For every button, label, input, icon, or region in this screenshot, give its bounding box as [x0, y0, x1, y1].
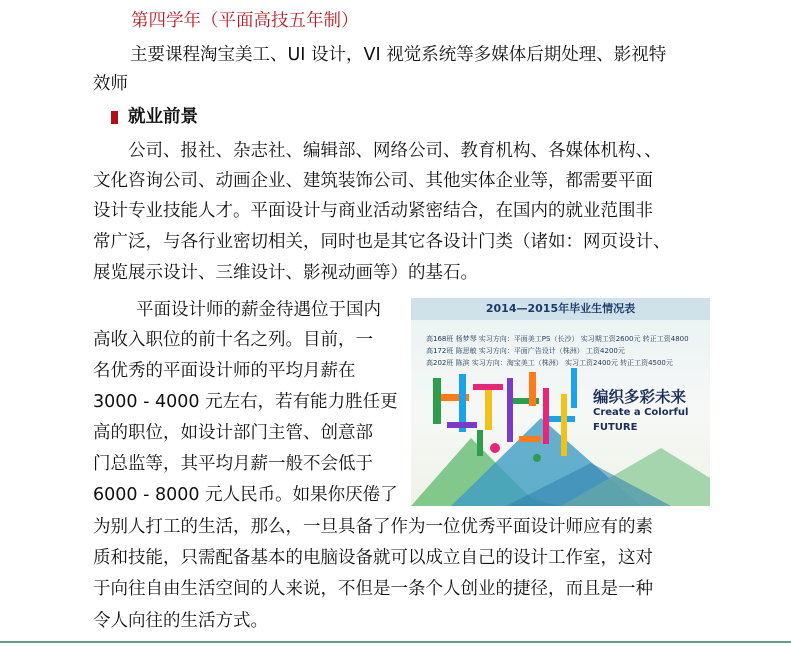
heading-employment-prospects: 就业前景: [128, 107, 198, 127]
banner-stroke: [477, 430, 483, 456]
graduate-banner-image: [411, 298, 710, 506]
paragraph-2-line-7: 6000 - 8000 元人民币。如果你厌倦了: [93, 485, 398, 505]
paragraph-1-line-5: 展览展示设计、三维设计、影视动画等）的基石。: [93, 263, 478, 283]
paragraph-2-line-2: 高收入职位的前十名之列。目前，一: [93, 330, 373, 350]
banner-row-3: 高202班 陈滨 实习方向：淘宝美工（株洲） 实习工资2400元 转正工资4500元: [426, 359, 673, 367]
banner-stroke: [507, 378, 513, 442]
banner-slogan-cn: 编织多彩未来: [593, 388, 687, 406]
banner-stroke: [561, 394, 567, 456]
paragraph-2-line-1: 平面设计师的薪金待遇位于国内: [136, 300, 381, 320]
paragraph-2-line-6: 门总监等，其平均月薪一般不会低于: [93, 454, 373, 474]
banner-dot: [490, 443, 500, 453]
banner-stroke: [543, 388, 549, 444]
banner-stroke: [473, 384, 503, 390]
paragraph-2-line-5: 高的职位，如设计部门主管、创意部: [93, 423, 373, 443]
banner-slogan-en-1: Create a Colorful: [593, 407, 689, 418]
paragraph-2-line-10: 于向往自由生活空间的人来说，不但是一条个人创业的捷径，而且是一种: [93, 579, 653, 599]
paragraph-1-line-4: 常广泛，与各行业密切相关，同时也是其它各设计门类（诸如：网页设计、: [93, 232, 671, 252]
bottom-divider: [0, 641, 791, 643]
banner-stroke: [433, 378, 441, 424]
banner-stroke: [529, 372, 536, 406]
banner-stroke: [519, 436, 541, 442]
banner-dot: [533, 454, 541, 462]
course-text-line-1: 主要课程淘宝美工、UI 设计，VI 视觉系统等多媒体后期处理、影视特: [130, 45, 667, 65]
paragraph-2-line-9: 质和技能，只需配备基本的电脑设备就可以成立自己的设计工作室，这对: [93, 548, 653, 568]
paragraph-2-line-4: 3000 - 4000 元左右，若有能力胜任更: [93, 392, 398, 412]
paragraph-1-line-1: 公司、报社、杂志社、编辑部、网络公司、教育机构、各媒体机构、、: [128, 141, 662, 161]
section-title: 第四学年（平面高技五年制）: [131, 11, 359, 31]
banner-title: 2014—2015年毕业生情况表: [485, 302, 636, 315]
heading-bullet-marker: [111, 111, 118, 124]
paragraph-2-line-11: 令人向往的生活方式。: [93, 611, 268, 631]
banner-row-1: 高168班 杨梦琴 实习方向：平面美工PS（长沙） 实习期工资2600元 转正工资4800: [426, 335, 689, 343]
paragraph-2-line-3: 名优秀的平面设计师的平均月薪在: [93, 361, 356, 381]
paragraph-2-line-8: 为别人打工的生活，那么，一旦具备了作为一位优秀平面设计师应有的素: [93, 517, 653, 537]
banner-stroke: [447, 422, 477, 428]
banner-slogan-en-2: FUTURE: [593, 422, 638, 433]
paragraph-1-line-3: 设计专业技能人才。平面设计与商业活动紧密结合，在国内的就业范围非: [93, 201, 653, 221]
banner-stroke: [571, 368, 577, 408]
paragraph-1-line-2: 文化咨询公司、动画企业、建筑装饰公司、其他实体企业等，都需要平面: [93, 171, 653, 191]
banner-row-2: 高172班 陈思敏 实习方向：平面广告设计（株洲） 工资4200元: [426, 347, 625, 355]
banner-stroke: [485, 390, 492, 430]
course-text-line-2: 效师: [93, 74, 128, 94]
